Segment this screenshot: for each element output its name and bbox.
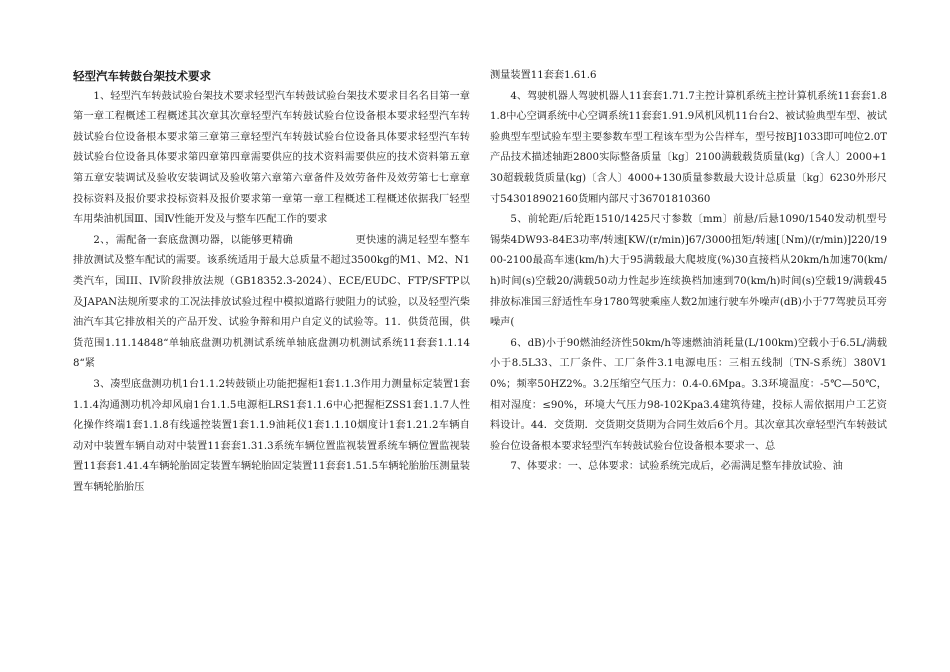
paragraph-3: 3、凑型底盘测功机1台1.1.2转鼓锁止功能把握柜1套1.1.3作用力测量标定装置1套1.1.4沟通测功机冷却风扇1台1.1.5电源柜LRS1套1.1.6中心把握柜ZSS1套1.1.7人性化操作终端1套1.1.8有线遥控装置1套1.1.9油耗仪1套1.1.10烟度计1套1.21.2车辆自动对中装置车辆自动对中装置11套套1.31.3系统车辆位置监视装置系统车辆位置监视装置11套套1.41.4车辆轮胎固定装置车辆轮胎固定装置11套套1.51.5车辆轮胎胎压测量装置车辆轮胎胎压 (73, 378, 470, 493)
document-title: 轻型汽车转鼓台架技术要求 (73, 69, 211, 83)
paragraph-4: 4、驾驶机器人驾驶机器人11套套1.71.7主控计算机系统主控计算机系统11套套1.81.8中心空调系统中心空调系统11套套1.91.9风机风机11台台2、被试验典型车型、被试验典型车型试验车型主要参数车型工程该车型为公告样车，型号按BJ1033即可吨位2.0T产品技术描述轴距2800实际整备质量〔kg〕2100满载载货质量(kg)〔含人〕2000+130超载载货质量(kg)〔含人〕4000+130质量参数最大设计总质量〔kg〕6230外形尺寸543018902160货厢内部尺寸36701810360 (490, 90, 887, 205)
left-column (73, 66, 470, 498)
paragraph-3-continued: 测量装置11套套1.61.6 (490, 70, 597, 81)
paragraph-2: 2、，需配备一套底盘测功器，以能够更精确 更快速的满足轻型车整车排放测试及整车配试的需要。该系统适用于最大总质量不超过3500kg的M1、M2、N1类汽车，国III、IV阶段排放法规（GB18352.3-2024）、ECE/EUDC、FTP/SFTP以及JAPAN法规所要求的工况法排放试验过程中模拟道路行驶阻力的试验，以及轻型汽柴油汽车其它排放相关的产品开发、试验争辩和用户自定义的试验等。11．供货范围，供货范围1.11.14848“单轴底盘测功机测试系统单轴底盘测功机测试系统11套套1.1.148“紧 (73, 234, 470, 370)
paragraph-5: 5、前轮距/后轮距1510/1425尺寸参数〔mm〕前悬/后悬1090/1540发动机型号锡柴4DW93-84E3功率/转速[KW/(r/min)]67/3000扭矩/转速[〔Nm)/(r/min)]220/1900-2100最高车速(km/h)大于95满载最大爬坡度(%)30直接档从20km/h加速70(km/h)时间(s)空载20/满载50动力性起步连续换档加速到70(km/h)时间(s)空载19/满载45排放标准国三舒适性车身1780驾驶乘座人数2加速行驶车外噪声(dB)小于77驾驶员耳旁噪声( (490, 214, 887, 329)
paragraph-7: 7、体要求：一、总体要求：试验系统完成后，必需满足整车排放试验、油 (510, 461, 843, 473)
paragraph-6: 6、dB)小于90燃油经济性50km/h等速燃油消耗量(L/100km)空载小于6.5L/满载小于8.5L33、工厂条件、工厂条件3.1电源电压：三相五线制〔TN-S系统〕380V10%；频率50HZ2%。3.2压缩空气压力：0.4-0.6Mpa。3.3环境温度：-5℃—50℃，相对湿度：≤90%，环境大气压力98-102Kpa3.4建筑待建，投标人需依据用户工艺资料设计。44．交货期．交货期交货期为合同生效后6个月。其次章其次章轻型汽车转鼓试验台位设备根本要求轻型汽车转鼓试验台位设备根本要求一、总 (490, 337, 887, 452)
right-column (490, 66, 887, 478)
paragraph-1: 1、轻型汽车转鼓试验台架技术要求轻型汽车转鼓试验台架技术要求目名名目第一章第一章工程概述工程概述其次章其次章轻型汽车转鼓试验台位设备根本要求轻型汽车转鼓试验台位设备根本要求第三章第三章轻型汽车转鼓试验台位设备具体要求轻型汽车转鼓试验台位设备具体要求第四章第四章需要供应的技术资料需要供应的技术资料第五章第五章安装调试及验收安装调试及验收第六章第六章备件及效劳备件及效劳第七七章章投标资料及报价要求投标资料及报价要求第一章第一章工程概述工程概述依据我厂轻型车用柴油机国Ⅲ、国Ⅳ性能开发及与整车匹配工作的要求 (73, 90, 470, 226)
